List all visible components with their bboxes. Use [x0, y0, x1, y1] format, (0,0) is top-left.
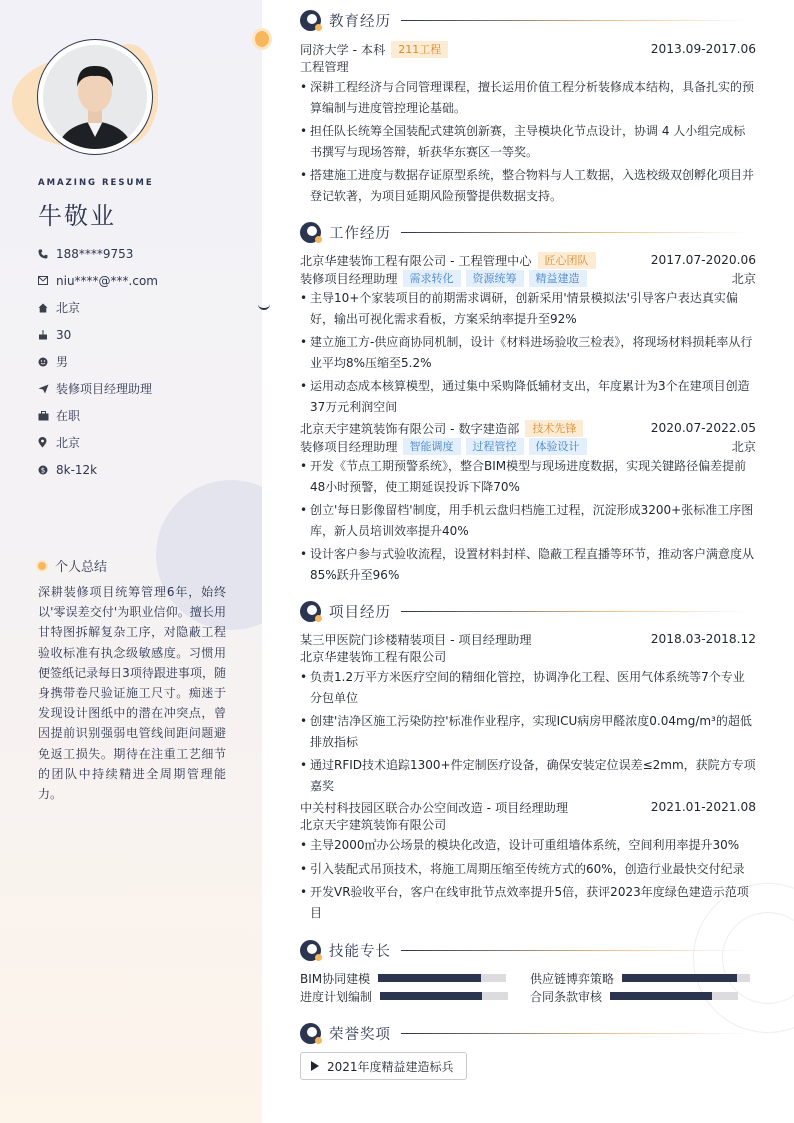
play-triangle-icon	[311, 1061, 319, 1071]
list-item: • 引入装配式吊顶技术，将施工周期压缩至传统方式的60%，创造行业最快交付纪录	[300, 859, 756, 880]
skill-item	[530, 987, 738, 1005]
section-icon	[300, 222, 321, 243]
major: 工程管理	[300, 60, 349, 74]
section-divider	[401, 611, 748, 612]
skill-tag: 需求转化	[403, 270, 461, 287]
education-block	[300, 40, 756, 209]
gender-text: 男	[56, 355, 69, 369]
section-icon	[300, 1023, 321, 1044]
job-city: 北京	[731, 271, 756, 286]
contact-email	[38, 267, 158, 294]
salary-text: 8k-12k	[56, 462, 98, 477]
section-header-work	[300, 222, 756, 243]
section-divider	[401, 20, 748, 21]
skill-bar-fill	[378, 974, 480, 982]
section-divider	[401, 1033, 748, 1034]
job-row	[300, 419, 756, 437]
project-row	[300, 630, 756, 648]
mail-icon	[38, 276, 56, 285]
face-icon	[38, 357, 56, 367]
list-item: • 负责1.2万平方米医疗空间的精细化管控，协调净化工程、医用气体系统等7个专业分包单位	[300, 667, 756, 708]
bullet-dot-icon	[36, 560, 48, 572]
section-icon	[300, 601, 321, 622]
project-bullets	[300, 667, 756, 796]
skill-name: 合同条款审核	[530, 989, 603, 1004]
cake-icon	[38, 330, 56, 340]
list-item: • 创立'每日影像留档'制度，用手机云盘归档施工过程，沉淀形成3200+张标准工序图库，新人员培训效率提升40%	[300, 500, 756, 541]
project-bullets	[300, 835, 756, 923]
tagline: AMAZING RESUME	[38, 178, 154, 188]
skill-name: BIM协同建模	[300, 971, 371, 986]
section-icon	[300, 10, 321, 31]
skill-bar	[380, 992, 508, 1000]
section-header-projects	[300, 601, 756, 622]
job-bullets	[300, 456, 756, 585]
section-title: 项目经历	[329, 605, 391, 621]
skill-bar	[622, 974, 750, 982]
job-dates: 2020.07-2022.05	[650, 421, 756, 435]
briefcase-icon	[38, 411, 56, 421]
skill-bar-fill	[622, 974, 737, 982]
skill-bar	[378, 974, 506, 982]
skill-bar-fill	[610, 992, 712, 1000]
job-bullets	[300, 288, 756, 417]
status-text: 在职	[56, 409, 81, 423]
section-header-skills	[300, 940, 756, 961]
project-org: 北京天宇建筑装饰有限公司	[300, 818, 447, 832]
company-tag: 匠心团队	[538, 252, 596, 269]
contact-age	[38, 321, 158, 348]
school-tag: 211工程	[391, 41, 448, 58]
section-header-awards	[300, 1023, 756, 1044]
section-header-education	[300, 10, 756, 31]
project-block	[300, 798, 756, 926]
project-block	[300, 630, 756, 799]
skill-item	[300, 987, 508, 1005]
section-title: 技能专长	[329, 944, 391, 960]
list-item: • 担任队长统筹全国装配式建筑创新赛，主导模块化节点设计，协调 4 人小组完成标书撰写与现场答辩，斩获华东赛区一等奖。	[300, 121, 756, 162]
role-row	[300, 269, 756, 287]
list-item: • 建立施工方-供应商协同机制，设计《材料进场验收三检表》，将现场材料损耗率从行业平均8%压缩至5.2%	[300, 332, 756, 373]
education-dates: 2013.09-2017.06	[650, 42, 756, 56]
company-name: 北京天宇建筑装饰有限公司 - 数字建造部	[300, 421, 520, 436]
contact-gender	[38, 348, 158, 375]
contact-location	[38, 429, 158, 456]
contact-phone	[38, 240, 158, 267]
list-item: • 深耕工程经济与合同管理课程，擅长运用价值工程分析装修成本结构，具备扎实的预算编制与进度管控理论基础。	[300, 77, 756, 118]
contact-position	[38, 375, 158, 402]
avatar	[43, 45, 147, 149]
section-divider	[401, 950, 748, 951]
company-tag: 技术先锋	[525, 420, 583, 437]
section-divider	[401, 232, 748, 233]
skill-tag: 智能调度	[403, 438, 461, 455]
age-text: 30	[56, 327, 72, 342]
email-text: niu****@***.com	[56, 273, 158, 288]
skill-tag: 过程管控	[466, 438, 524, 455]
skill-item	[300, 969, 506, 987]
job-dates: 2017.07-2020.06	[650, 253, 756, 267]
phone-icon	[38, 249, 56, 259]
job-block	[300, 419, 756, 588]
summary-title: 个人总结	[55, 560, 108, 575]
contact-status	[38, 402, 158, 429]
position-text: 装修项目经理助理	[56, 382, 153, 396]
job-city: 北京	[731, 439, 756, 454]
location-text: 北京	[56, 436, 81, 450]
section-title: 荣誉奖项	[329, 1027, 391, 1043]
summary-text: 深耕装修项目统筹管理6年，始终以'零误差交付'为职业信仰。擅长用甘特图拆解复杂工序，对隐蔽工程验收标准有执念级敏感度。习惯用便签纸记录每日3项待跟进事项，随身携带卷尺验证施工尺寸。痴迷于发现设计图纸中的潜在冲突点，曾因提前识别强弱电管线间距问题避免返工损失。期待在注重工艺细节的团队中持续精进全周期管理能力。	[38, 585, 226, 802]
contact-home	[38, 294, 158, 321]
company-name: 北京华建装饰工程有限公司 - 工程管理中心	[300, 253, 532, 268]
list-item: • 设计客户参与式验收流程，设置材料封样、隐蔽工程直播等环节，推动客户满意度从85%跃升至96%	[300, 544, 756, 585]
job-row	[300, 251, 756, 269]
award-text: 2021年度精益建造标兵	[327, 1059, 454, 1074]
candidate-name: 牛敬业	[38, 202, 116, 230]
role-row	[300, 437, 756, 455]
project-name: 中关村科技园区联合办公空间改造 - 项目经理助理	[300, 800, 569, 815]
education-bullets	[300, 77, 756, 206]
project-name: 某三甲医院门诊楼精装项目 - 项目经理助理	[300, 632, 532, 647]
role-title: 装修项目经理助理	[300, 439, 398, 454]
decorative-dot	[252, 28, 272, 50]
education-row	[300, 40, 756, 58]
section-title: 工作经历	[329, 226, 391, 242]
skill-tag: 体验设计	[529, 438, 587, 455]
skill-bar	[610, 992, 738, 1000]
location-icon	[38, 437, 56, 448]
skill-name: 进度计划编制	[300, 989, 373, 1004]
skill-tag: 精益建造	[529, 270, 587, 287]
svg-text:$: $	[40, 466, 46, 475]
list-item: • 通过RFID技术追踪1300+件定制医疗设备，确保安装定位误差≤2mm，获院方专项嘉奖	[300, 755, 756, 796]
project-dates: 2018.03-2018.12	[650, 632, 756, 646]
list-item: • 运用动态成本核算模型，通过集中采购降低辅材支出，年度累计为3个在建项目创造37万元利润空间	[300, 376, 756, 417]
send-icon	[38, 384, 56, 394]
decorative-arc	[258, 296, 270, 310]
skill-tag: 资源统筹	[466, 270, 524, 287]
home-icon	[38, 303, 56, 313]
project-row	[300, 798, 756, 816]
money-icon	[38, 465, 56, 475]
section-title: 教育经历	[329, 14, 391, 30]
list-item: • 搭建施工进度与数据存证原型系统，整合物料与人工数据，入选校级双创孵化项目并登记软著，为项目延期风险预警提供数据支持。	[300, 165, 756, 206]
skill-bar-fill	[380, 992, 482, 1000]
list-item: • 开发《节点工期预警系统》，整合BIM模型与现场进度数据，实现关键路径偏差提前48小时预警，使工期延误投诉下降70%	[300, 456, 756, 497]
list-item: • 开发VR验收平台，客户在线审批节点效率提升5倍，获评2023年度绿色建造示范项目	[300, 882, 756, 923]
list-item: • 创建'洁净区施工污染防控'标准作业程序，实现ICU病房甲醛浓度0.04mg/m³的超低排放指标	[300, 711, 756, 752]
sidebar	[0, 0, 262, 1123]
role-title: 装修项目经理助理	[300, 271, 398, 286]
list-item: • 主导2000㎡办公场景的模块化改造，设计可重组墙体系统，空间利用率提升30%	[300, 835, 756, 856]
list-item: • 主导10+个家装项目的前期需求调研，创新采用'情景模拟法'引导客户表达真实偏好，输出可视化需求看板，方案采纳率提升至92%	[300, 288, 756, 329]
section-icon	[300, 940, 321, 961]
summary-heading	[36, 556, 107, 575]
job-block	[300, 251, 756, 420]
contact-salary	[38, 456, 158, 483]
phone-text: 188****9753	[56, 246, 134, 261]
contact-list	[38, 240, 158, 483]
skill-name: 供应链博弈策略	[530, 971, 615, 986]
school-name: 同济大学 - 本科	[300, 42, 386, 57]
home-text: 北京	[56, 301, 81, 315]
project-org: 北京华建装饰工程有限公司	[300, 650, 447, 664]
award-item	[300, 1052, 467, 1080]
skill-item	[530, 969, 750, 987]
project-dates: 2021.01-2021.08	[650, 800, 756, 814]
